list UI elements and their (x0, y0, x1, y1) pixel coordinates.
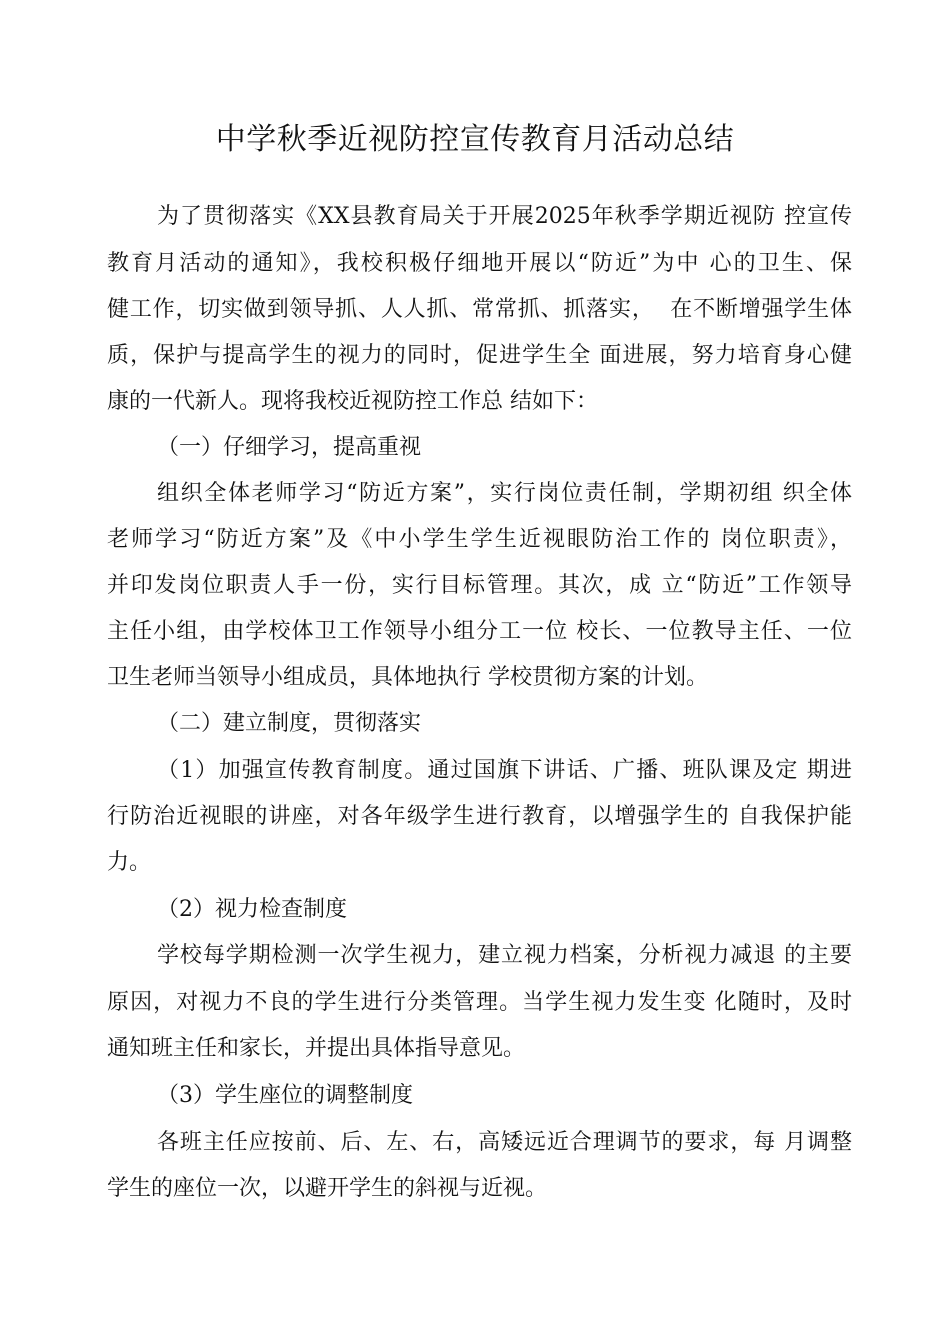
paragraph-line: 健工作，切实做到领导抓、人人抓、常常抓、抓落实， 在不断增强学生体 (107, 297, 852, 322)
paragraph-line: 原因，对视力不良的学生进行分类管理。当学生视力发生变 化随时，及时 (107, 990, 852, 1015)
subsection-heading: （3）学生座位的调整制度 (157, 1083, 413, 1108)
paragraph-line: 为了贯彻落实《XX县教育局关于开展2025年秋季学期近视防 控宣传 (157, 204, 852, 229)
paragraph-line: 学生的座位一次，以避开学生的斜视与近视。 (107, 1176, 548, 1201)
section-heading: （二）建立制度，贯彻落实 (157, 711, 422, 736)
paragraph-line: 力。 (107, 850, 152, 875)
paragraph-line: 卫生老师当领导小组成员，具体地执行 学校贯彻方案的计划。 (107, 665, 708, 690)
paragraph-line: 通知班主任和家长，并提出具体指导意见。 (107, 1036, 526, 1061)
subsection-heading: （2）视力检查制度 (157, 897, 347, 922)
paragraph-line: 并印发岗位职责人手一份，实行目标管理。其次，成 立“防近”工作领导 (107, 573, 852, 598)
paragraph-line: 老师学习“防近方案”及《中小学生学生近视眼防治工作的 岗位职责》， (107, 527, 852, 552)
paragraph-line: 学校每学期检测一次学生视力，建立视力档案，分析视力减退 的主要 (157, 943, 852, 968)
document-title: 中学秋季近视防控宣传教育月活动总结 (215, 122, 735, 157)
paragraph-line: 各班主任应按前、后、左、右，高矮远近合理调节的要求，每 月调整 (157, 1130, 852, 1155)
paragraph-line: 主任小组，由学校体卫工作领导小组分工一位 校长、一位教导主任、一位 (107, 619, 852, 644)
paragraph-line: 质，保护与提高学生的视力的同时，促进学生全 面进展，努力培育身心健 (107, 343, 852, 368)
paragraph-line: 行防治近视眼的讲座，对各年级学生进行教育，以增强学生的 自我保护能 (107, 804, 852, 829)
paragraph-line: 组织全体老师学习“防近方案”，实行岗位责任制，学期初组 织全体 (157, 481, 852, 506)
paragraph-line: （1）加强宣传教育制度。通过国旗下讲话、广播、班队课及定 期进 (157, 758, 852, 783)
paragraph-line: 康的一代新人。现将我校近视防控工作总 结如下： (107, 389, 598, 414)
section-heading: （一）仔细学习，提高重视 (157, 435, 422, 460)
paragraph-line: 教育月活动的通知》，我校积极仔细地开展以“防近”为中 心的卫生、保 (107, 251, 852, 276)
